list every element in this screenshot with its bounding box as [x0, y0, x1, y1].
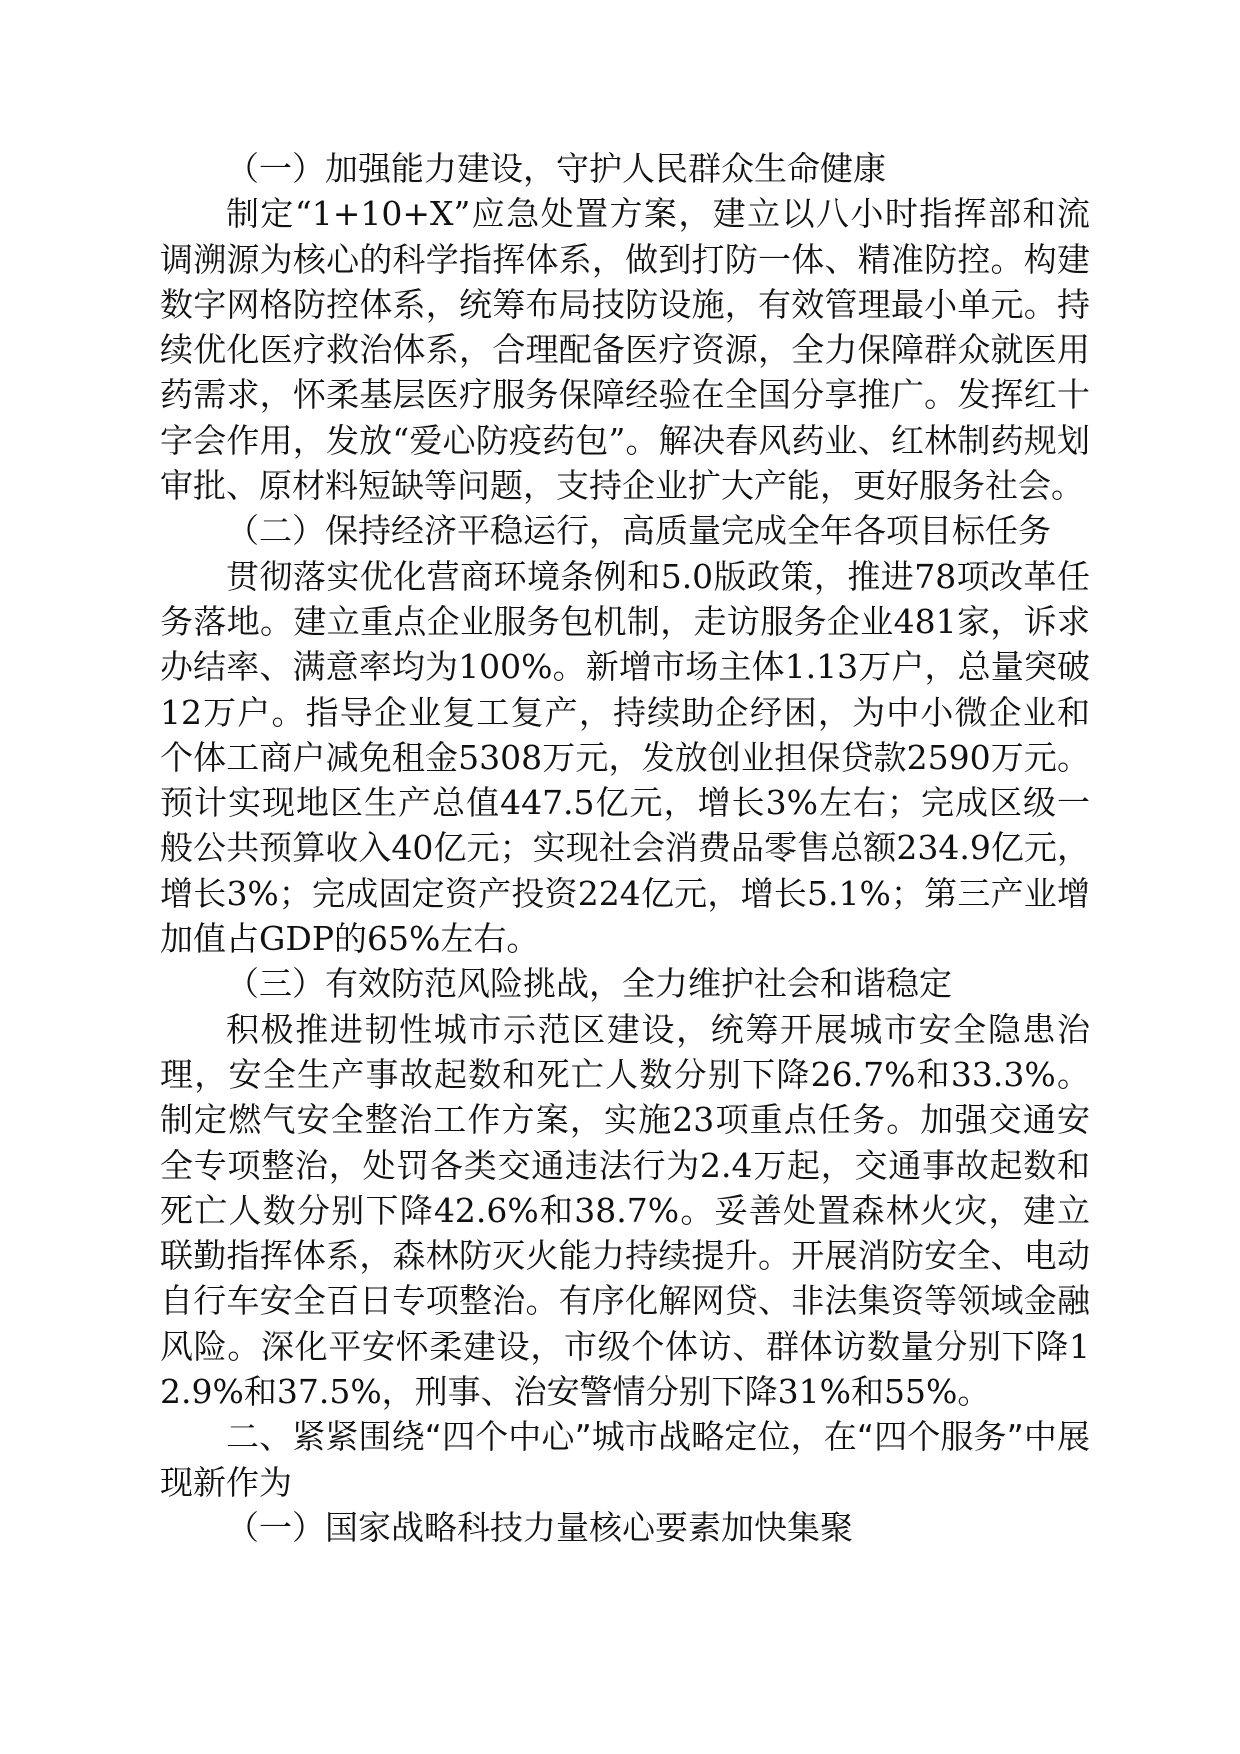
section-heading-4: （一）国家战略科技力量核心要素加快集聚	[226, 1507, 853, 1547]
section-heading-3: （三）有效防范风险挑战，全力维护社会和谐稳定	[226, 964, 952, 1004]
chapter-heading: 二、紧紧围绕“四个中心”城市战略定位，在“四个服务”中展现新作为	[160, 1417, 1090, 1502]
body-paragraph-1: 制定“1+10+X”应急处置方案，建立以八小时指挥部和流调溯源为核心的科学指挥体系，做到打防一体、精准防控。构建数字网格防控体系，统筹布局技防设施，有效管理最小单元。持续优化医疗救治体系，合理配备医疗资源，全力保障群众就医用药需求，怀柔基层医疗服务保障经验在全国分享推广。发挥红十字会作用，发放“爱心防疫药包”。解决春风药业、红林制药规划审批、原材料短缺等问题，支持企业扩大产能，更好服务社会。	[160, 194, 1090, 506]
section-heading-1: （一）加强能力建设，守护人民群众生命健康	[226, 149, 886, 188]
body-paragraph-2: 贯彻落实优化营商环境条例和5.0版政策，推进78项改革任务落地。建立重点企业服务包机制，走访服务企业481家，诉求办结率、满意率均为100%。新增市场主体1.13万户，总量突破12万户。指导企业复工复产，持续助企纾困，为中小微企业和个体工商户减免租金5308万元，发放创业担保贷款2590万元。预计实现地区生产总值447.5亿元，增长3%左右；完成区级一般公共预算收入40亿元；实现社会消费品零售总额234.9亿元，增长3%；完成固定资产投资224亿元，增长5.1%；第三产业增加值占GDP的65%左右。	[160, 556, 1090, 959]
body-paragraph-3: 积极推进韧性城市示范区建设，统筹开展城市安全隐患治理，安全生产事故起数和死亡人数分别下降26.7%和33.3%。制定燃气安全整治工作方案，实施23项重点任务。加强交通安全专项整治，处罚各类交通违法行为2.4万起，交通事故起数和死亡人数分别下降42.6%和38.7%。妥善处置森林火灾，建立联勤指挥体系，森林防灭火能力持续提升。开展消防安全、电动自行车安全百日专项整治。有序化解网贷、非法集资等领域金融风险。深化平安怀柔建设，市级个体访、群体访数量分别下降12.9%和37.5%，刑事、治安警情分别下降31%和55%。	[160, 1009, 1090, 1412]
document-page	[160, 146, 1090, 1550]
section-heading-2: （二）保持经济平稳运行，高质量完成全年各项目标任务	[226, 511, 1051, 551]
